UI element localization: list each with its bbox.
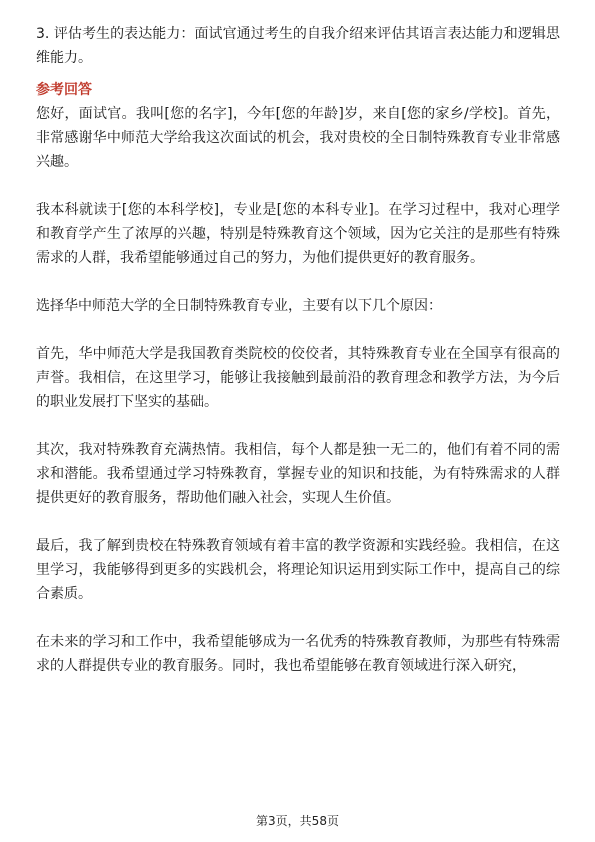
answer-label: 参考回答 (36, 82, 92, 98)
answer-paragraph-3: 选择华中师范大学的全日制特殊教育专业，主要有以下几个原因： (36, 298, 442, 314)
document-page (36, 22, 560, 702)
answer-paragraph-7: 在未来的学习和工作中，我希望能够成为一名优秀的特殊教育教师，为那些有特殊需求的人群提供专业的教育服务。同时，我也希望能够在教育领域进行深入研究， (36, 634, 560, 674)
answer-paragraph-5: 其次，我对特殊教育充满热情。我相信，每个人都是独一无二的，他们有着不同的需求和潜能。我希望通过学习特殊教育，掌握专业的知识和技能，为有特殊需求的人群提供更好的教育服务，帮助他们融入社会，实现人生价值。 (36, 442, 560, 506)
answer-paragraph-4: 首先，华中师范大学是我国教育类院校的佼佼者，其特殊教育专业在全国享有很高的声誉。我相信，在这里学习，能够让我接触到最前沿的教育理念和教学方法，为今后的职业发展打下坚实的基础。 (36, 346, 560, 410)
answer-paragraph-6: 最后，我了解到贵校在特殊教育领域有着丰富的教学资源和实践经验。我相信，在这里学习，我能够得到更多的实践机会，将理论知识运用到实际工作中，提高自己的综合素质。 (36, 538, 560, 602)
answer-paragraph-1: 您好，面试官。我叫[您的名字]，今年[您的年龄]岁，来自[您的家乡/学校]。首先，非常感谢华中师范大学给我这次面试的机会，我对贵校的全日制特殊教育专业非常感兴趣。 (36, 106, 560, 170)
page-number: 第3页，共58页 (256, 814, 339, 828)
question-text: 3. 评估考生的表达能力：面试官通过考生的自我介绍来评估其语言表达能力和逻辑思维能力。 (36, 26, 560, 66)
answer-paragraph-2: 我本科就读于[您的本科学校]，专业是[您的本科专业]。在学习过程中，我对心理学和教育学产生了浓厚的兴趣，特别是特殊教育这个领域，因为它关注的是那些有特殊需求的人群，我希望能够通过自己的努力，为他们提供更好的教育服务。 (36, 202, 560, 266)
